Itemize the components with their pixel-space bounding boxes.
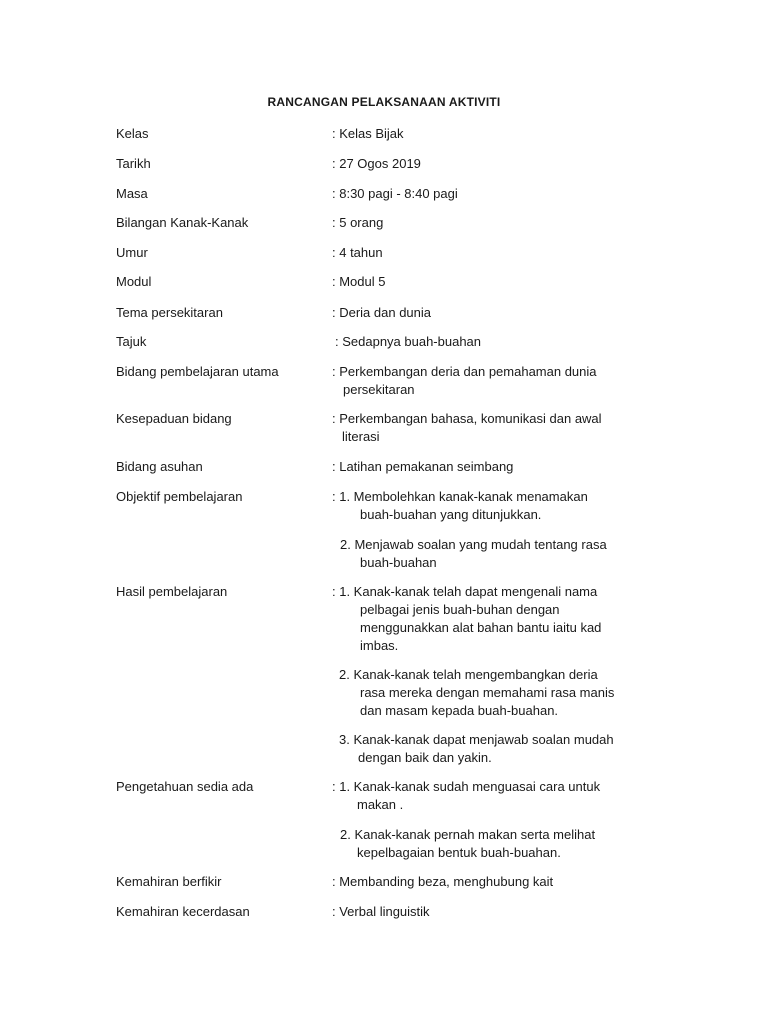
label-bidang-pembelajaran: Bidang pembelajaran utama: [116, 364, 279, 379]
value-bidang-pembelajaran: : Perkembangan deria dan pemahaman dunia: [332, 364, 597, 379]
value-tajuk: : Sedapnya buah-buahan: [335, 334, 482, 349]
label-pengetahuan: Pengetahuan sedia ada: [116, 779, 254, 794]
pengetahuan-item-1-cont: makan .: [357, 797, 404, 812]
label-modul: Modul: [116, 274, 152, 289]
label-tarikh: Tarikh: [116, 156, 151, 171]
pengetahuan-item-1: : 1. Kanak-kanak sudah menguasai cara untuk: [332, 779, 601, 794]
pengetahuan-item-2: 2. Kanak-kanak pernah makan serta melihat: [340, 827, 596, 842]
label-masa: Masa: [116, 186, 148, 201]
value-umur: : 4 tahun: [332, 245, 383, 260]
label-bilangan: Bilangan Kanak-Kanak: [116, 215, 249, 230]
label-hasil: Hasil pembelajaran: [116, 584, 228, 599]
hasil-item-1-cont-1: pelbagai jenis buah-buhan dengan: [360, 602, 560, 617]
value-tarikh: : 27 Ogos 2019: [332, 156, 421, 171]
label-umur: Umur: [116, 245, 148, 260]
label-kemahiran-berfikir: Kemahiran berfikir: [116, 874, 222, 889]
hasil-item-2: 2. Kanak-kanak telah mengembangkan deria: [339, 667, 598, 682]
value-kesepaduan-cont: literasi: [342, 429, 380, 444]
hasil-item-1-cont-3: imbas.: [360, 638, 399, 653]
value-kemahiran-berfikir: : Membanding beza, menghubung kait: [332, 874, 554, 889]
objektif-item-1: : 1. Membolehkan kanak-kanak menamakan: [332, 489, 588, 504]
objektif-item-2-cont: buah-buahan: [360, 555, 437, 570]
document-title: RANCANGAN PELAKSANAAN AKTIVITI: [267, 95, 501, 109]
value-kesepaduan: : Perkembangan bahasa, komunikasi dan awal: [332, 411, 602, 426]
value-bilangan: : 5 orang: [332, 215, 384, 230]
value-tema: : Deria dan dunia: [332, 305, 432, 320]
value-masa: : 8:30 pagi - 8:40 pagi: [332, 186, 458, 201]
hasil-item-1: : 1. Kanak-kanak telah dapat mengenali nama: [332, 584, 598, 599]
objektif-item-2: 2. Menjawab soalan yang mudah tentang rasa: [340, 537, 607, 552]
label-objektif: Objektif pembelajaran: [116, 489, 243, 504]
hasil-item-3: 3. Kanak-kanak dapat menjawab soalan mudah: [339, 732, 614, 747]
label-kelas: Kelas: [116, 126, 149, 141]
value-kemahiran-kecerdasan: : Verbal linguistik: [332, 904, 430, 919]
label-kemahiran-kecerdasan: Kemahiran kecerdasan: [116, 904, 250, 919]
objektif-item-1-cont: buah-buahan yang ditunjukkan.: [360, 507, 542, 522]
value-kelas: : Kelas Bijak: [332, 126, 404, 141]
hasil-item-2-cont-1: rasa mereka dengan memahami rasa manis: [360, 685, 615, 700]
label-tema: Tema persekitaran: [116, 305, 223, 320]
hasil-item-3-cont-1: dengan baik dan yakin.: [358, 750, 492, 765]
label-bidang-asuhan: Bidang asuhan: [116, 459, 203, 474]
hasil-item-1-cont-2: menggunakkan alat bahan bantu iaitu kad: [360, 620, 602, 635]
value-bidang-pembelajaran-cont: persekitaran: [343, 382, 415, 397]
label-kesepaduan: Kesepaduan bidang: [116, 411, 232, 426]
value-modul: : Modul 5: [332, 274, 386, 289]
value-bidang-asuhan: : Latihan pemakanan seimbang: [332, 459, 514, 474]
pengetahuan-item-2-cont: kepelbagaian bentuk buah-buahan.: [357, 845, 561, 860]
hasil-item-2-cont-2: dan masam kepada buah-buahan.: [360, 703, 559, 718]
label-tajuk: Tajuk: [116, 334, 147, 349]
